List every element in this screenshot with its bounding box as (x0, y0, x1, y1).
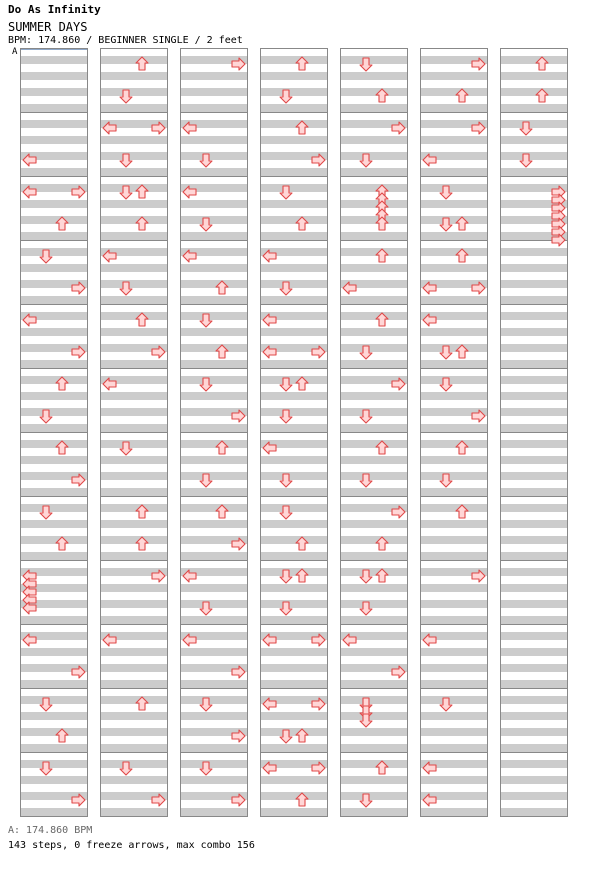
beat-stripe (260, 648, 328, 656)
beat-stripe (180, 584, 248, 592)
beat-stripe (500, 376, 568, 384)
beat-stripe (500, 520, 568, 528)
beat-stripe (100, 104, 168, 112)
beat-stripe (180, 680, 248, 688)
beat-stripe (180, 808, 248, 816)
beat-stripe (260, 776, 328, 784)
beat-stripe (180, 152, 248, 160)
beat-stripe (500, 808, 568, 816)
beat-stripe (100, 520, 168, 528)
beat-stripe (340, 408, 408, 416)
beat-stripe (500, 56, 568, 64)
beat-stripe (20, 120, 88, 128)
chart-column (20, 49, 88, 817)
beat-stripe (20, 232, 88, 240)
beat-stripe (500, 280, 568, 288)
beat-stripe (500, 136, 568, 144)
beat-stripe (20, 728, 88, 736)
beat-stripe (420, 776, 488, 784)
beat-stripe (100, 712, 168, 720)
beat-stripe (340, 248, 408, 256)
beat-stripe (100, 680, 168, 688)
beat-stripe (260, 360, 328, 368)
beat-stripe (100, 776, 168, 784)
beat-stripe (100, 216, 168, 224)
beat-stripe (20, 136, 88, 144)
beat-stripe (340, 184, 408, 192)
beat-stripe (340, 584, 408, 592)
beat-stripe (260, 328, 328, 336)
beat-stripe (340, 696, 408, 704)
beat-stripe (500, 504, 568, 512)
beat-stripe (20, 376, 88, 384)
beat-stripe (180, 296, 248, 304)
beat-stripe (420, 200, 488, 208)
beat-stripe (260, 232, 328, 240)
beat-stripe (20, 56, 88, 64)
beat-stripe (260, 536, 328, 544)
beat-stripe (20, 72, 88, 80)
beat-stripe (180, 328, 248, 336)
beat-stripe (100, 504, 168, 512)
beat-stripe (180, 504, 248, 512)
beat-stripe (420, 184, 488, 192)
beat-stripe (420, 744, 488, 752)
beat-stripe (100, 728, 168, 736)
beat-stripe (100, 488, 168, 496)
beat-stripe (180, 440, 248, 448)
beat-stripe (500, 168, 568, 176)
beat-stripe (500, 248, 568, 256)
beat-stripe (260, 424, 328, 432)
beat-stripe (180, 216, 248, 224)
beat-stripe (20, 712, 88, 720)
beat-stripe (340, 568, 408, 576)
beat-stripe (180, 88, 248, 96)
beat-stripe (260, 264, 328, 272)
beat-stripe (180, 696, 248, 704)
beat-stripe (100, 136, 168, 144)
beat-stripe (420, 696, 488, 704)
beat-stripe (340, 728, 408, 736)
beat-stripe (180, 648, 248, 656)
beat-stripe (340, 424, 408, 432)
beat-stripe (260, 456, 328, 464)
beat-stripe (500, 568, 568, 576)
beat-stripe (180, 344, 248, 352)
beat-stripe (340, 88, 408, 96)
beat-stripe (180, 392, 248, 400)
beat-stripe (420, 344, 488, 352)
beat-stripe (260, 712, 328, 720)
beat-stripe (340, 360, 408, 368)
beat-stripe (100, 664, 168, 672)
beat-stripe (260, 728, 328, 736)
beat-stripe (100, 328, 168, 336)
beat-stripe (500, 600, 568, 608)
beat-stripe (340, 712, 408, 720)
beat-stripe (260, 120, 328, 128)
beat-stripe (500, 392, 568, 400)
beat-stripe (260, 488, 328, 496)
beat-stripe (180, 712, 248, 720)
beat-stripe (100, 536, 168, 544)
beat-stripe (500, 680, 568, 688)
beat-stripe (180, 136, 248, 144)
beat-stripe (260, 392, 328, 400)
beat-stripe (20, 296, 88, 304)
beat-stripe (420, 440, 488, 448)
beat-stripe (420, 680, 488, 688)
beat-stripe (500, 264, 568, 272)
chart-column (420, 49, 488, 817)
beat-stripe (260, 552, 328, 560)
beat-stripe (180, 264, 248, 272)
beat-stripe (420, 264, 488, 272)
beat-stripe (100, 760, 168, 768)
beat-stripe (180, 600, 248, 608)
beat-stripe (420, 648, 488, 656)
beat-stripe (180, 776, 248, 784)
beat-stripe (260, 184, 328, 192)
beat-stripe (20, 424, 88, 432)
beat-stripe (180, 488, 248, 496)
beat-stripe (180, 376, 248, 384)
beat-stripe (260, 376, 328, 384)
beat-stripe (20, 616, 88, 624)
beat-stripe (100, 312, 168, 320)
beat-stripe (260, 88, 328, 96)
bpm-marker-label: A (12, 47, 18, 57)
beat-stripe (340, 648, 408, 656)
beat-stripe (420, 88, 488, 96)
beat-stripe (340, 792, 408, 800)
beat-stripe (260, 504, 328, 512)
beat-stripe (100, 184, 168, 192)
beat-stripe (340, 760, 408, 768)
beat-stripe (420, 504, 488, 512)
beat-stripe (100, 152, 168, 160)
beat-stripe (100, 584, 168, 592)
beat-stripe (340, 56, 408, 64)
beat-stripe (420, 536, 488, 544)
beat-stripe (20, 248, 88, 256)
beat-stripe (500, 744, 568, 752)
beat-stripe (100, 440, 168, 448)
beat-stripe (180, 200, 248, 208)
beat-stripe (420, 168, 488, 176)
beat-stripe (20, 168, 88, 176)
beat-stripe (180, 104, 248, 112)
beat-stripe (100, 696, 168, 704)
beat-stripe (500, 456, 568, 464)
beat-stripe (20, 552, 88, 560)
beat-stripe (420, 600, 488, 608)
beat-stripe (20, 392, 88, 400)
beat-stripe (340, 808, 408, 816)
beat-stripe (420, 360, 488, 368)
beat-stripe (340, 616, 408, 624)
beat-stripe (100, 200, 168, 208)
beat-stripe (500, 584, 568, 592)
beat-stripe (180, 456, 248, 464)
beat-stripe (420, 488, 488, 496)
beat-stripe (100, 88, 168, 96)
beat-stripe (260, 792, 328, 800)
beat-stripe (180, 616, 248, 624)
beat-stripe (420, 104, 488, 112)
beat-stripe (100, 456, 168, 464)
beat-stripe (500, 296, 568, 304)
beat-stripe (340, 200, 408, 208)
beat-stripe (500, 712, 568, 720)
beat-stripe (260, 808, 328, 816)
beat-stripe (20, 328, 88, 336)
beat-stripe (420, 520, 488, 528)
beat-stripe (500, 488, 568, 496)
beat-stripe (100, 232, 168, 240)
beat-stripe (20, 536, 88, 544)
beat-stripe (260, 280, 328, 288)
beat-stripe (180, 552, 248, 560)
beat-stripe (500, 104, 568, 112)
beat-stripe (420, 72, 488, 80)
beat-stripe (260, 616, 328, 624)
beat-stripe (260, 600, 328, 608)
beat-stripe (100, 552, 168, 560)
beat-stripe (180, 760, 248, 768)
beat-stripe (340, 104, 408, 112)
beat-stripe (180, 280, 248, 288)
beat-stripe (340, 440, 408, 448)
beat-stripe (260, 472, 328, 480)
beat-stripe (20, 200, 88, 208)
beat-stripe (420, 808, 488, 816)
chart-column (260, 49, 328, 817)
beat-stripe (500, 648, 568, 656)
beat-stripe (180, 232, 248, 240)
beat-stripe (500, 616, 568, 624)
beat-stripe (20, 488, 88, 496)
beat-stripe (260, 680, 328, 688)
beat-stripe (20, 408, 88, 416)
beat-stripe (500, 776, 568, 784)
beat-stripe (100, 392, 168, 400)
beat-stripe (500, 72, 568, 80)
beat-stripe (260, 216, 328, 224)
beat-stripe (340, 136, 408, 144)
beat-stripe (500, 312, 568, 320)
beat-stripe (420, 232, 488, 240)
beat-stripe (180, 168, 248, 176)
beat-stripe (420, 728, 488, 736)
beat-stripe (340, 232, 408, 240)
beat-stripe (340, 744, 408, 752)
beat-stripe (20, 440, 88, 448)
beat-stripe (20, 520, 88, 528)
beat-stripe (260, 520, 328, 528)
beat-stripe (100, 360, 168, 368)
beat-stripe (420, 296, 488, 304)
beat-stripe (100, 472, 168, 480)
beat-stripe (340, 776, 408, 784)
beat-stripe (500, 536, 568, 544)
step-stats: 143 steps, 0 freeze arrows, max combo 156 (8, 840, 255, 851)
beat-stripe (340, 216, 408, 224)
beat-stripe (20, 104, 88, 112)
beat-stripe (20, 504, 88, 512)
beat-stripe (20, 680, 88, 688)
beat-stripe (500, 344, 568, 352)
beat-stripe (340, 520, 408, 528)
beat-stripe (20, 696, 88, 704)
beat-stripe (500, 664, 568, 672)
beat-stripe (260, 200, 328, 208)
beat-stripe (420, 248, 488, 256)
beat-stripe (260, 56, 328, 64)
beat-stripe (420, 456, 488, 464)
beat-stripe (100, 280, 168, 288)
beat-stripe (260, 584, 328, 592)
beat-stripe (20, 648, 88, 656)
beat-stripe (180, 312, 248, 320)
beat-stripe (100, 648, 168, 656)
beat-stripe (100, 600, 168, 608)
beat-stripe (100, 808, 168, 816)
chart-column (180, 49, 248, 817)
beat-stripe (500, 792, 568, 800)
beat-stripe (20, 808, 88, 816)
beat-stripe (20, 216, 88, 224)
beat-stripe (420, 136, 488, 144)
beat-stripe (260, 72, 328, 80)
beat-stripe (180, 360, 248, 368)
beat-stripe (340, 392, 408, 400)
beat-stripe (340, 312, 408, 320)
beat-stripe (20, 264, 88, 272)
beat-stripe (100, 264, 168, 272)
beat-stripe (340, 456, 408, 464)
beat-stripe (420, 392, 488, 400)
chart-column (500, 49, 568, 817)
chart-column (100, 49, 168, 817)
beat-stripe (20, 360, 88, 368)
beat-stripe (420, 664, 488, 672)
chart-column (340, 49, 408, 817)
beat-stripe (500, 120, 568, 128)
beat-stripe (260, 568, 328, 576)
beat-stripe (500, 728, 568, 736)
beat-stripe (420, 584, 488, 592)
beat-stripe (500, 408, 568, 416)
beat-stripe (340, 680, 408, 688)
beat-stripe (260, 296, 328, 304)
beat-stripe (20, 776, 88, 784)
beat-stripe (100, 72, 168, 80)
beat-stripe (100, 296, 168, 304)
beat-stripe (20, 88, 88, 96)
beat-stripe (20, 744, 88, 752)
beat-stripe (500, 696, 568, 704)
beat-stripe (260, 136, 328, 144)
artist-name: Do As Infinity (8, 3, 101, 16)
beat-stripe (500, 152, 568, 160)
beat-stripe (340, 488, 408, 496)
beat-stripe (100, 616, 168, 624)
beat-stripe (260, 744, 328, 752)
beat-stripe (500, 440, 568, 448)
beat-stripe (500, 424, 568, 432)
beat-stripe (340, 72, 408, 80)
beat-stripe (340, 600, 408, 608)
beat-stripe (180, 424, 248, 432)
beat-stripe (500, 360, 568, 368)
beat-stripe (100, 744, 168, 752)
beat-stripe (340, 296, 408, 304)
beat-stripe (500, 632, 568, 640)
beat-stripe (500, 760, 568, 768)
beat-stripe (420, 552, 488, 560)
beat-stripe (500, 472, 568, 480)
beat-stripe (260, 104, 328, 112)
beat-stripe (420, 376, 488, 384)
beat-stripe (260, 168, 328, 176)
beat-stripe (340, 328, 408, 336)
beat-stripe (100, 424, 168, 432)
bpm-legend: A: 174.860 BPM (8, 825, 93, 836)
beat-stripe (180, 72, 248, 80)
beat-stripe (260, 664, 328, 672)
beat-stripe (100, 56, 168, 64)
beat-stripe (340, 344, 408, 352)
beat-stripe (20, 760, 88, 768)
song-title: SUMMER DAYS (8, 20, 88, 34)
beat-stripe (420, 328, 488, 336)
chart-info: BPM: 174.860 / BEGINNER SINGLE / 2 feet (8, 35, 243, 46)
beat-stripe (180, 520, 248, 528)
beat-stripe (420, 616, 488, 624)
beat-stripe (100, 168, 168, 176)
beat-stripe (260, 408, 328, 416)
beat-stripe (420, 424, 488, 432)
beat-stripe (340, 552, 408, 560)
beat-stripe (500, 328, 568, 336)
beat-stripe (20, 456, 88, 464)
beat-stripe (420, 216, 488, 224)
beat-stripe (500, 88, 568, 96)
beat-stripe (180, 472, 248, 480)
beat-stripe (340, 152, 408, 160)
beat-stripe (340, 536, 408, 544)
beat-stripe (420, 472, 488, 480)
beat-stripe (420, 712, 488, 720)
beat-stripe (340, 472, 408, 480)
beat-stripe (340, 168, 408, 176)
beat-stripe (180, 744, 248, 752)
beat-stripe (500, 552, 568, 560)
beat-stripe (340, 264, 408, 272)
beat-stripe (100, 408, 168, 416)
